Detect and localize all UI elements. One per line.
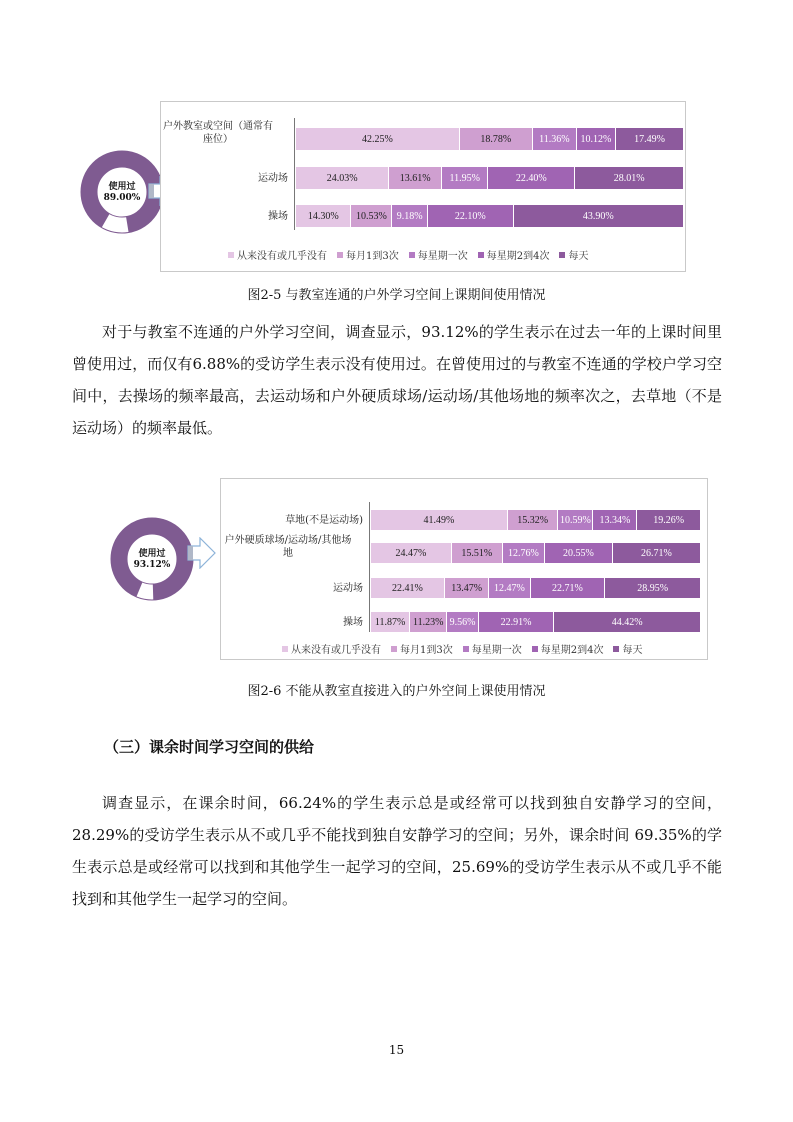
- chart-frame: [220, 478, 708, 660]
- bar-segment: [442, 167, 488, 189]
- category-label-line: 操场: [343, 616, 363, 628]
- stacked-bar: [371, 612, 701, 632]
- bar-segment: [296, 128, 460, 150]
- bar-segment: [503, 543, 545, 563]
- category-label: [148, 210, 288, 223]
- bar-segment: [371, 578, 445, 598]
- legend-label: 每星期2到4次: [540, 645, 604, 656]
- legend-label: 每星期一次: [417, 251, 468, 262]
- legend-item: [337, 247, 399, 262]
- legend-swatch: [478, 252, 484, 258]
- bar-segment: [389, 167, 442, 189]
- legend: [282, 641, 642, 656]
- data-label: 13.61%: [399, 172, 431, 184]
- bar-segment: [575, 167, 684, 189]
- stacked-bar: [371, 578, 701, 598]
- bar-segment: [558, 510, 593, 530]
- legend-swatch: [532, 646, 538, 652]
- category-label-line: 座位）: [203, 134, 233, 145]
- bar-segment: [452, 543, 503, 563]
- legend-swatch: [559, 252, 565, 258]
- category-label-line: 户外硬质球场/运动场/其他场: [224, 535, 352, 546]
- data-label: 13.47%: [451, 582, 483, 594]
- data-label: 10.59%: [560, 514, 591, 526]
- legend-swatch: [391, 646, 397, 652]
- data-label: 24.03%: [326, 172, 358, 184]
- stacked-bar: [296, 128, 684, 150]
- data-label: 10.12%: [580, 133, 612, 145]
- bar-segment: [577, 128, 616, 150]
- data-label: 14.30%: [307, 210, 339, 222]
- category-label-line: 操场: [268, 210, 288, 222]
- data-label: 24.47%: [395, 547, 427, 559]
- stacked-bar: [296, 167, 684, 189]
- bar-segment: [296, 167, 389, 189]
- stacked-bar: [296, 205, 684, 227]
- data-label: 41.49%: [423, 514, 455, 526]
- bar-segment: [605, 578, 701, 598]
- data-label: 22.41%: [392, 582, 423, 594]
- data-label: 15.32%: [517, 514, 549, 526]
- data-label: 44.42%: [611, 616, 643, 628]
- legend-item: [409, 247, 468, 262]
- category-label: [213, 582, 363, 595]
- legend-label: 从来没有或几乎没有: [291, 645, 381, 656]
- data-label: 42.25%: [362, 133, 393, 145]
- legend-label: 每星期一次: [471, 645, 522, 656]
- category-label: [148, 172, 288, 185]
- legend-item: [282, 641, 381, 656]
- bar-segment: [613, 543, 701, 563]
- category-axis: [369, 502, 370, 632]
- data-label: 12.76%: [508, 547, 539, 559]
- figure-caption: 图2-5 与教室连通的户外学习空间上课期间使用情况: [247, 288, 546, 303]
- legend-swatch: [463, 646, 469, 652]
- data-label: 11.23%: [412, 616, 444, 628]
- bar-segment: [296, 205, 351, 227]
- legend-label: 每天: [568, 251, 589, 262]
- bar-segment: [479, 612, 555, 632]
- bar-segment: [371, 543, 452, 563]
- paragraph: 调查显示，在课余时间，66.24%的学生表示总是或经常可以找到独自安静学习的空间，28.29%的受访学生表示从不或几乎不能找到独自安静学习的空间；另外，课余时间 69.35%的学生表示总是或经常可以找到和其他学生一起学习的空间，25.69%的受访学生表示从不或几乎不能找到和其他学生一起学习的空间。: [72, 794, 722, 908]
- data-label: 18.78%: [480, 133, 512, 145]
- legend-label: 每月1到3次: [346, 251, 399, 262]
- stacked-bar: [371, 510, 701, 530]
- bar-segment: [489, 578, 530, 598]
- data-label: 28.95%: [637, 582, 669, 594]
- bar-segment: [410, 612, 447, 632]
- paragraph: 对于与教室不连通的户外学习空间，调查显示，93.12%的学生表示在过去一年的上课时间里曾使用过，而仅有6.88%的受访学生表示没有使用过。在曾使用过的与教室不连通的学校户学习空间中，去操场的频率最高，去运动场和户外硬质球场/运动场/其他场地的频率次之，去草地（不是运动场）的频率最低。: [72, 323, 722, 437]
- donut-label: [122, 549, 182, 571]
- bar-segment: [545, 543, 613, 563]
- section-heading: （三）课余时间学习空间的供给: [104, 738, 315, 756]
- data-label: 11.95%: [449, 172, 480, 184]
- legend-label: 每天: [622, 645, 643, 656]
- donut-label: [92, 182, 152, 204]
- data-label: 13.34%: [599, 514, 631, 526]
- data-label: 17.49%: [634, 133, 665, 145]
- bar-segment: [637, 510, 701, 530]
- bar-segment: [371, 612, 410, 632]
- legend: [228, 247, 588, 262]
- data-label: 12.47%: [494, 582, 525, 594]
- data-label: 10.53%: [355, 210, 387, 222]
- legend-label: 从来没有或几乎没有: [237, 251, 327, 262]
- bar-segment: [508, 510, 559, 530]
- bar-segment: [460, 128, 533, 150]
- category-label: [213, 616, 363, 629]
- donut-label-text: 使用过: [138, 549, 166, 559]
- category-label: [213, 534, 363, 560]
- data-label: 19.26%: [653, 514, 685, 526]
- donut-label-text: 使用过: [108, 182, 136, 192]
- bar-segment: [531, 578, 606, 598]
- legend-swatch: [613, 646, 619, 652]
- category-label-line: 运动场: [258, 172, 288, 184]
- data-label: 20.55%: [563, 547, 594, 559]
- data-label: 11.87%: [374, 616, 406, 628]
- stacked-bar: [371, 543, 701, 563]
- legend-item: [463, 641, 522, 656]
- figure-caption: 图2-6 不能从教室直接进入的户外空间上课使用情况: [247, 684, 546, 699]
- bar-segment: [428, 205, 514, 227]
- data-label: 22.71%: [552, 582, 583, 594]
- category-label-line: 运动场: [333, 582, 363, 594]
- legend-label: 每月1到3次: [400, 645, 453, 656]
- legend-item: [613, 641, 642, 656]
- legend-item: [532, 641, 604, 656]
- category-label-line: 户外教室或空间（通常有: [163, 121, 273, 132]
- legend-swatch: [409, 252, 415, 258]
- data-label: 26.71%: [640, 547, 672, 559]
- bar-segment: [488, 167, 575, 189]
- data-label: 43.90%: [582, 210, 614, 222]
- category-axis: [294, 118, 295, 230]
- legend-swatch: [228, 252, 234, 258]
- legend-swatch: [337, 252, 343, 258]
- legend-item: [391, 641, 453, 656]
- page-number: 15: [388, 1043, 405, 1057]
- category-label-line: 地: [283, 548, 293, 559]
- bar-segment: [447, 612, 479, 632]
- data-label: 22.40%: [515, 172, 547, 184]
- legend-item: [228, 247, 327, 262]
- bar-segment: [445, 578, 489, 598]
- bar-segment: [533, 128, 577, 150]
- data-label: 15.51%: [461, 547, 493, 559]
- legend-item: [478, 247, 550, 262]
- bar-segment: [514, 205, 684, 227]
- legend-swatch: [282, 646, 288, 652]
- donut-value-text: 89.00%: [103, 193, 141, 203]
- data-label: 28.01%: [613, 172, 645, 184]
- data-label: 22.91%: [500, 616, 532, 628]
- data-label: 11.36%: [539, 133, 570, 145]
- bar-segment: [593, 510, 637, 530]
- bar-segment: [616, 128, 684, 150]
- category-label-line: 草地(不是运动场): [285, 514, 363, 526]
- data-label: 9.56%: [449, 616, 476, 628]
- data-label: 9.18%: [396, 210, 423, 222]
- category-label: [148, 120, 288, 146]
- legend-item: [559, 247, 588, 262]
- legend-label: 每星期2到4次: [486, 251, 550, 262]
- data-label: 22.10%: [454, 210, 486, 222]
- bar-segment: [351, 205, 392, 227]
- category-label: [213, 514, 363, 527]
- bar-segment: [554, 612, 701, 632]
- bar-segment: [371, 510, 508, 530]
- bar-segment: [392, 205, 428, 227]
- donut-value-text: 93.12%: [133, 560, 171, 570]
